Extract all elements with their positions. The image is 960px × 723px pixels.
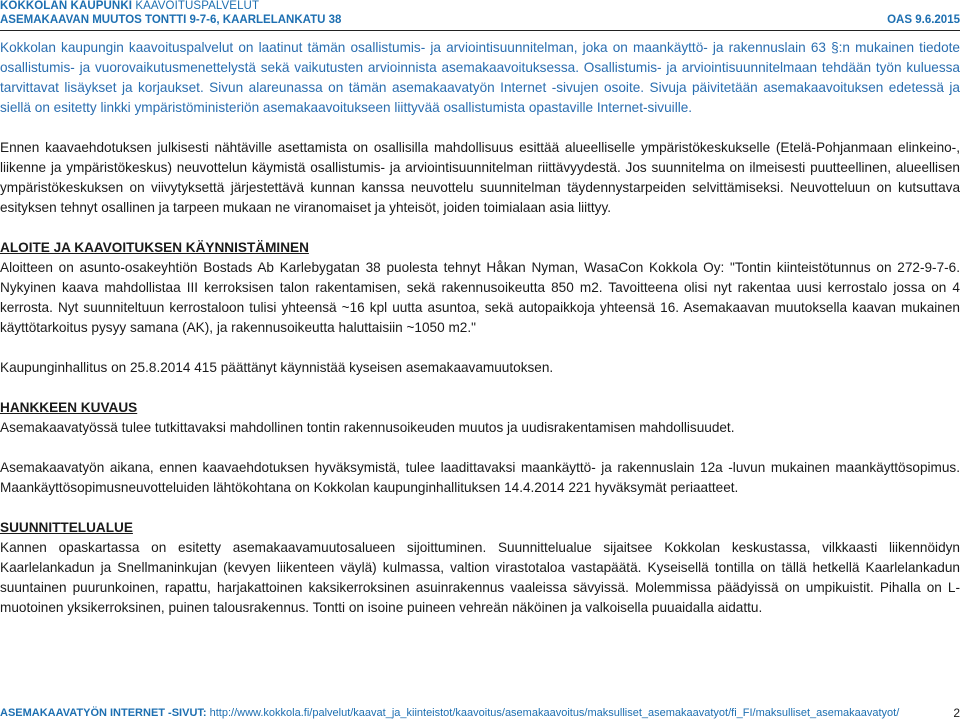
footer-label: ASEMAKAAVATYÖN INTERNET -SIVUT: — [0, 707, 207, 719]
section-heading-hanke: HANKKEEN KUVAUS — [0, 400, 138, 415]
footer-url-link[interactable]: http://www.kokkola.fi/palvelut/kaavat_ja_kiinteistot/kaavoitus/asemakaavoitus/maksulliset_asemakaavatyot/fi_FI/maksulliset_asemakaavatyot/ — [209, 707, 900, 719]
header-org: KOKKOLAN KAUPUNKI — [0, 0, 133, 12]
header-dept: KAAVOITUSPALVELUT — [135, 0, 260, 12]
intro-paragraph: Kokkolan kaupungin kaavoituspalvelut on laatinut tämän osallistumis- ja arviointisuunnitelman, joka on maankäyttö- ja rakennuslain 63 §:n mukainen tiedote osallistumis- ja vuorovaikutusmenettelystä sekä vaikutusten arvioinnista asemakaavoituksessa. Osallistumis- ja arviointisuunnitelmaan tehdään työn kuluessa tarvittavat lisäykset ja korjaukset. Sivun alareunassa on tämän asemakaavatyön Internet -sivujen osoite. Sivuja päivitetään asemakaavoituksen edetessä ja siellä on esitetty linkki ympäristöministeriön asemakaavoitukseen liittyvää osallistumista opastaville Internet-sivuille. — [0, 40, 960, 115]
spacer — [0, 498, 960, 518]
aloite-paragraph: Aloitteen on asunto-osakeyhtiön Bostads Ab Karlebygatan 38 puolesta tehnyt Håkan Nyman, WasaCon Kokkola Oy: "Tontin kiinteistötunnus on 272-9-7-6. Nykyinen kaava mahdollistaa III kerroksisen talon rakentamisen, sekä rakennusoikeutta 850 m2. Tavoitteena olisi nyt rakentaa uusi kerrostalo jossa on 4 kerrosta. Nyt suunniteltuun kerrostaloon tulisi yhteensä ~16 kpl uutta asuntoa, sekä autopaikkoja yhteensä 16. Asemakaavan muutoksella kaavan mukainen käyttötarkoitus pysyy samana (AK), ja rakennusoikeutta haluttaisiin ~1050 m2." — [0, 260, 960, 335]
hanke-agreement-paragraph: Asemakaavatyön aikana, ennen kaavaehdotuksen hyväksymistä, tulee laadittavaksi maankäyttö- ja rakennuslain 12a -luvun mukainen maankäyttösopimus. Maankäyttösopimusneuvotteluiden lähtökohtana on Kokkolan kaupunginhallituksen 14.4.2014 221 hyväksymät periaatteet. — [0, 460, 960, 495]
aloite-decision-paragraph: Kaupunginhallitus on 25.8.2014 415 päättänyt käynnistää kyseisen asemakaavamuutoksen. — [0, 360, 554, 375]
spacer — [0, 438, 960, 458]
section-heading-suunnittelualue: SUUNNITTELUALUE — [0, 520, 133, 535]
spacer — [0, 338, 960, 358]
section-heading-aloite: ALOITE JA KAAVOITUKSEN KÄYNNISTÄMINEN — [0, 240, 309, 255]
page-header — [0, 0, 960, 34]
page-number: 2 — [953, 706, 960, 720]
header-divider — [0, 30, 960, 31]
document-body — [0, 38, 960, 618]
spacer — [0, 118, 960, 138]
hanke-paragraph: Asemakaavatyössä tulee tutkittavaksi mahdollinen tontin rakennusoikeuden muutos ja uudisrakentamisen mahdollisuudet. — [0, 420, 735, 435]
spacer — [0, 218, 960, 238]
header-org-line — [0, 0, 259, 12]
header-subtitle: ASEMAKAAVAN MUUTOS TONTTI 9-7-6, KAARLELANKATU 38 — [0, 14, 342, 26]
suunnittelualue-paragraph: Kannen opaskartassa on esitetty asemakaavamuutosalueen sijoittuminen. Suunnittelualue sijaitsee Kokkolan keskustassa, vilkkaasti liikennöidyn Kaarlelankadun ja Snellmaninkujan (kevyen liikenteen väylä) kulmassa, valtion virastotaloa vastapäätä. Kyseisellä tontilla on tällä hetkellä Kaarlelankadun suuntainen puurunkoinen, rapattu, harjakattoinen kaksikerroksinen asuinrakennus vaaleissa sävyissä. Molemmissa päädyissä on umpikuistit. Pihalla on L-muotoinen yksikerroksinen, puinen talousrakennus. Tontti on isoine puineen vehreän näköinen ja valkoisella puuaidalla aidattu. — [0, 540, 960, 615]
page-footer — [0, 703, 960, 723]
spacer — [0, 378, 960, 398]
header-doc-id: OAS 9.6.2015 — [887, 14, 960, 26]
consultation-paragraph: Ennen kaavaehdotuksen julkisesti nähtäville asettamista on osallisilla mahdollisuus esittää alueelliselle ympäristökeskukselle (Etelä-Pohjanmaan elinkeino-, liikenne ja ympäristökeskus) neuvottelun käymistä osallistumis- ja arviointisuunnitelman riittävyydestä. Jos suunnitelma on ilmeisesti puutteellinen, alueellisen ympäristökeskuksen on viivytyksettä järjestettävä kunnan kanssa neuvottelu suunnitelman täydennystarpeiden selvittämiseksi. Neuvotteluun on kutsuttava esityksen tehnyt osallinen ja tarpeen mukaan ne viranomaiset ja yhteisöt, joiden toimialaan asia liittyy. — [0, 140, 960, 215]
